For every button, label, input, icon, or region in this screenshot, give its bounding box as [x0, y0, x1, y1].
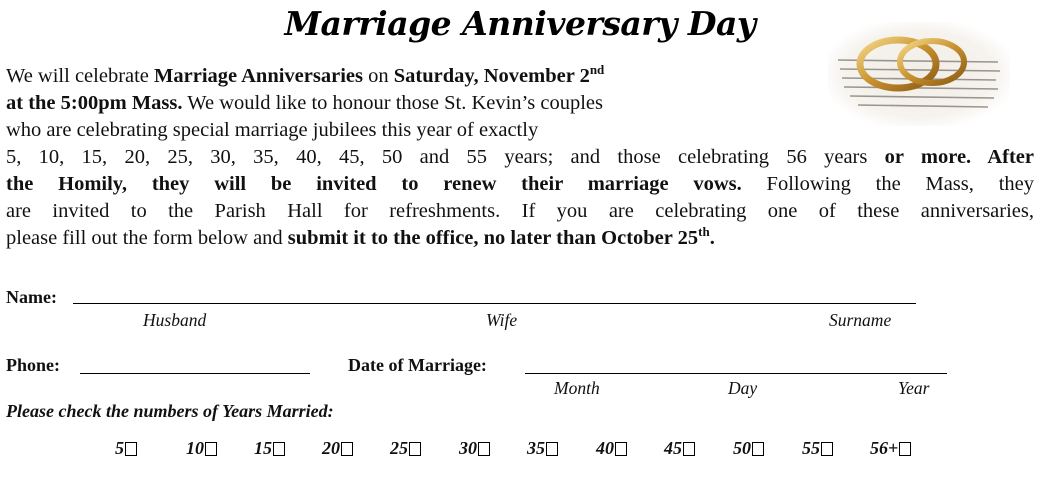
checkbox-50-years[interactable]: 50: [733, 438, 764, 459]
day-label: Day: [728, 378, 758, 398]
phone-label: Phone:: [6, 355, 60, 375]
checkbox-56-plus-years[interactable]: 56+: [870, 438, 911, 459]
date-of-marriage-field[interactable]: [525, 373, 947, 374]
checkbox-icon[interactable]: [615, 442, 627, 456]
checkbox-icon[interactable]: [752, 442, 764, 456]
checkbox-icon[interactable]: [341, 442, 353, 456]
checkbox-icon[interactable]: [821, 442, 833, 456]
checkbox-icon[interactable]: [273, 442, 285, 456]
date-of-marriage-label: Date of Marriage:: [348, 355, 487, 375]
name-label: Name:: [6, 287, 57, 307]
checkbox-25-years[interactable]: 25: [390, 438, 421, 459]
husband-label: Husband: [143, 310, 207, 330]
phone-field[interactable]: [80, 373, 310, 374]
wife-label: Wife: [486, 310, 518, 330]
checkbox-35-years[interactable]: 35: [527, 438, 558, 459]
checkbox-icon[interactable]: [683, 442, 695, 456]
checkbox-30-years[interactable]: 30: [459, 438, 490, 459]
checkbox-45-years[interactable]: 45: [664, 438, 695, 459]
checkbox-15-years[interactable]: 15: [254, 438, 285, 459]
page-title: Marriage Anniversary Day: [284, 4, 756, 43]
checkbox-55-years[interactable]: 55: [802, 438, 833, 459]
checkbox-5-years[interactable]: 5: [115, 438, 137, 459]
checkbox-icon[interactable]: [205, 442, 217, 456]
checkbox-40-years[interactable]: 40: [596, 438, 627, 459]
surname-label: Surname: [829, 310, 892, 330]
intro-paragraph: We will celebrate Marriage Anniversaries on Saturday, November 2nd at the 5:00pm Mass. We would like to honour those St. Kevin’s couples who are celebrating special marriage jubilees this year of exactly 5, 10, 15, 20, 25, 30, 35, 40, 45, 50 and 55 years; and those celebrating 56 years or more. After the Homily, they will be invited to renew their marriage vows. Following the Mass, they are invited to the Parish Hall for refreshments. If you are celebrating one of these anniversaries, please fill out the form below and submit it to the office, no later than October 25th.: [6, 62, 1034, 249]
checkbox-10-years[interactable]: 10: [186, 438, 217, 459]
years-married-prompt: Please check the numbers of Years Married:: [6, 401, 334, 421]
checkbox-icon[interactable]: [125, 442, 137, 456]
checkbox-icon[interactable]: [409, 442, 421, 456]
checkbox-20-years[interactable]: 20: [322, 438, 353, 459]
checkbox-icon[interactable]: [478, 442, 490, 456]
year-label: Year: [898, 378, 930, 398]
name-field[interactable]: [73, 303, 916, 304]
month-label: Month: [554, 378, 600, 398]
checkbox-icon[interactable]: [899, 442, 911, 456]
checkbox-icon[interactable]: [546, 442, 558, 456]
